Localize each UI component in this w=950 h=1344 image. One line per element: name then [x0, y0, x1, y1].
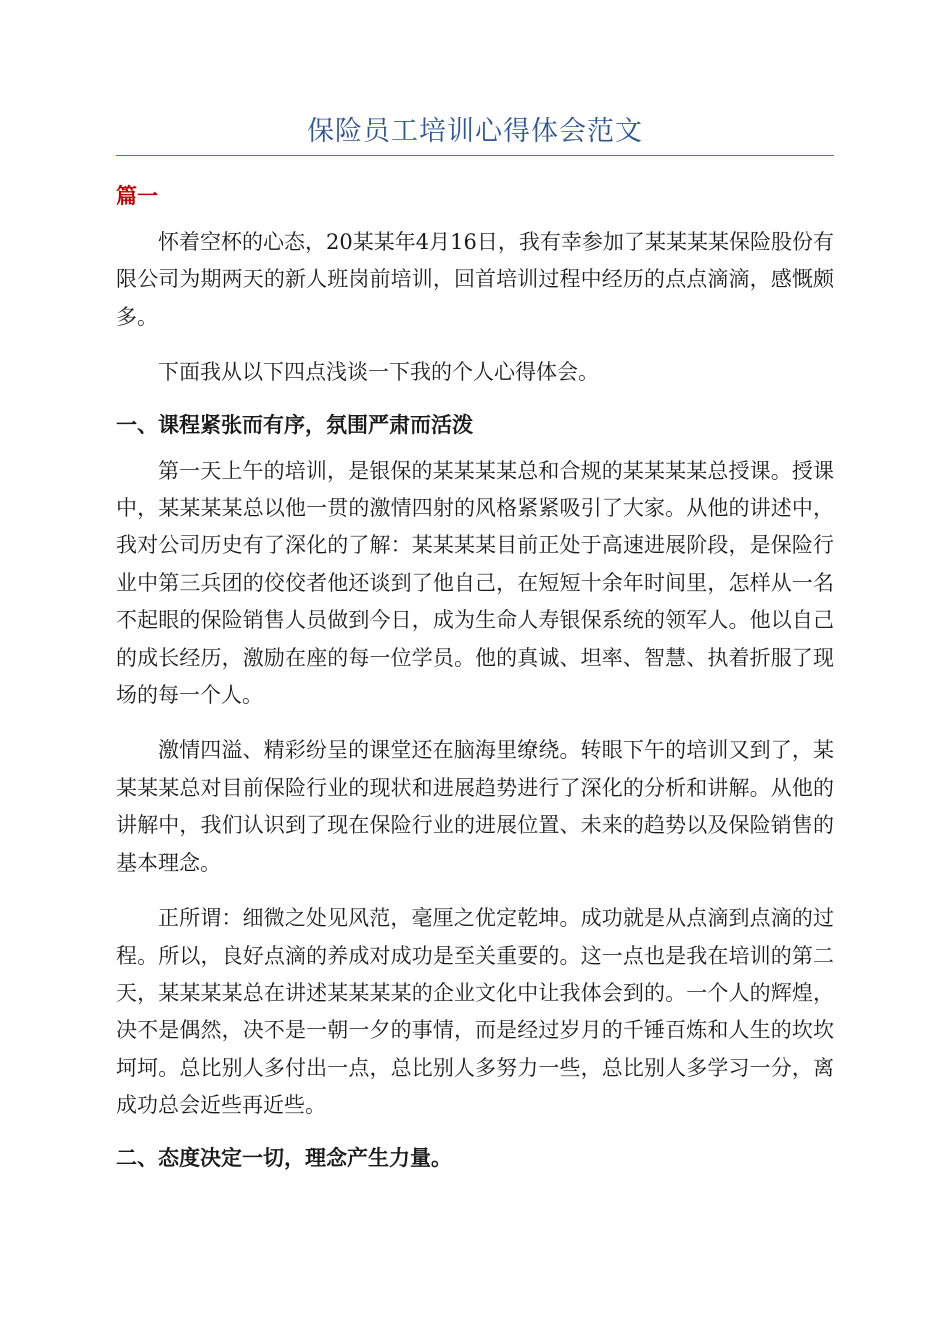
section-label: 篇一: [116, 183, 158, 208]
paragraph-day-one-morning: 第一天上午的培训，是银保的某某某某总和合规的某某某某总授课。授课中，某某某某总以他一贯的激情四射的风格紧紧吸引了大家。从他的讲述中，我对公司历史有了深化的了解：某某某某目前正处于高速进展阶段，是保险行业中第三兵团的佼佼者他还谈到了他自己，在短短十余年时间里，怎样从一名不起眼的保险销售人员做到今日，成为生命人寿银保系统的领军人。他以自己的成长经历，激励在座的每一位学员。他的真诚、坦率、智慧、执着折服了现场的每一个人。: [116, 458, 834, 708]
heading-one: 一、课程紧张而有序，氛围严肃而活泼: [116, 411, 473, 437]
heading-two: 二、态度决定一切，理念产生力量。: [116, 1144, 452, 1170]
document-title: 保险员工培训心得体会范文: [307, 116, 643, 147]
paragraph-day-two: 正所谓：细微之处见风范，毫厘之优定乾坤。成功就是从点滴到点滴的过程。所以，良好点滴的养成对成功是至关重要的。这一点也是我在培训的第二天，某某某某总在讲述某某某某的企业文化中让我体会到的。一个人的辉煌，决不是偶然，决不是一朝一夕的事情，而是经过岁月的千锤百炼和人生的坎坎坷坷。总比别人多付出一点，总比别人多努力一些，总比别人多学习一分，离成功总会近些再近些。: [116, 906, 834, 1118]
paragraph-day-one-afternoon: 激情四溢、精彩纷呈的课堂还在脑海里缭绕。转眼下午的培训又到了，某某某某总对目前保险行业的现状和进展趋势进行了深化的分析和讲解。从他的讲解中，我们认识到了现在保险行业的进展位置、未来的趋势以及保险销售的基本理念。: [116, 738, 834, 875]
paragraph-intro: 怀着空杯的心态，20某某年4月16日，我有幸参加了某某某某保险股份有限公司为期两天的新人班岗前培训，回首培训过程中经历的点点滴滴，感慨颇多。: [116, 230, 834, 329]
paragraph-overview: 下面我从以下四点浅谈一下我的个人心得体会。: [158, 360, 599, 385]
title-underline: [116, 155, 834, 156]
document-page: [116, 112, 834, 1176]
